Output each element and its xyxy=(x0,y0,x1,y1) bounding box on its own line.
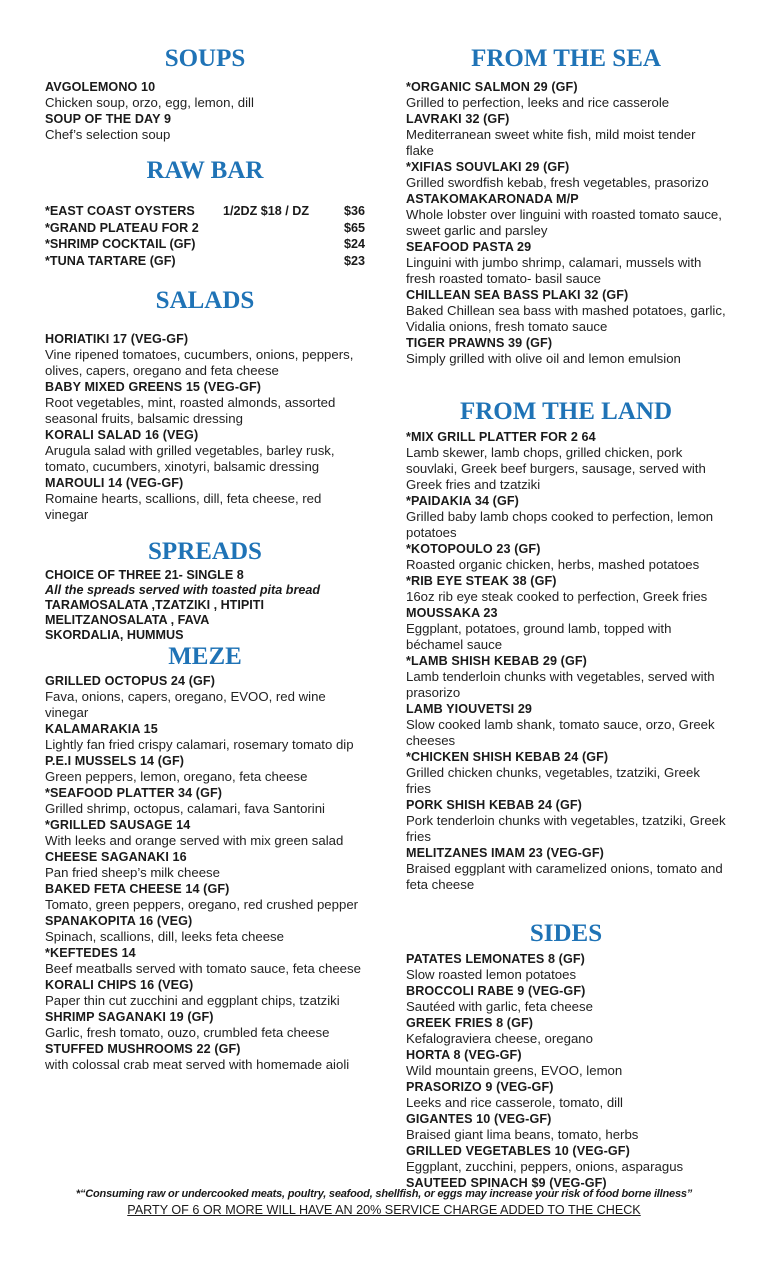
raw-bar-row xyxy=(45,203,365,220)
menu-item xyxy=(45,79,365,111)
raw-item-name: *EAST COAST OYSTERS xyxy=(45,204,195,218)
menu-item-name: LAMB YIOUVETSI 29 xyxy=(406,702,533,716)
raw-item-note: 1/2DZ $18 / DZ xyxy=(223,204,310,218)
menu-item-description: Vine ripened tomatoes, cucumbers, onions, peppers, olives, capers, oregano and feta cheese xyxy=(45,347,354,378)
from-the-land-section xyxy=(406,398,726,893)
menu-item-name: MELITZANES IMAM 23 (VEG-GF) xyxy=(406,846,604,860)
menu-item xyxy=(406,159,726,191)
menu-item-name: GRILLED OCTOPUS 24 (GF) xyxy=(45,674,215,688)
menu-item-name: AVGOLEMONO 10 xyxy=(45,80,156,94)
menu-item xyxy=(406,239,726,287)
menu-item xyxy=(45,331,365,379)
menu-item-name: SOUP OF THE DAY 9 xyxy=(45,112,172,126)
menu-item-name: *RIB EYE STEAK 38 (GF) xyxy=(406,574,557,588)
menu-item xyxy=(406,287,726,335)
menu-item-name: BABY MIXED GREENS 15 (VEG-GF) xyxy=(45,380,262,394)
menu-item-name: HORIATIKI 17 (VEG-GF) xyxy=(45,332,189,346)
section-title: RAW BAR xyxy=(146,157,264,184)
raw-bar-table xyxy=(45,203,365,269)
menu-item xyxy=(45,1009,365,1041)
menu-item-name: ASTAKOMAKARONADA M/P xyxy=(406,192,579,206)
spreads-note: All the spreads served with toasted pita bread xyxy=(45,583,321,597)
menu-item-description: Beef meatballs served with tomato sauce, feta cheese xyxy=(45,961,361,976)
menu-item-description: Grilled baby lamb chops cooked to perfection, lemon potatoes xyxy=(406,509,714,540)
menu-item-name: BROCCOLI RABE 9 (VEG-GF) xyxy=(406,984,586,998)
raw-item-name: *GRAND PLATEAU FOR 2 xyxy=(45,220,199,235)
menu-item xyxy=(45,111,365,143)
menu-item-name: SPANAKOPITA 16 (VEG) xyxy=(45,914,193,928)
raw-item-price: $23 xyxy=(343,253,365,268)
menu-item-description: Grilled to perfection, leeks and rice casserole xyxy=(406,95,670,110)
menu-item-name: GRILLED VEGETABLES 10 (VEG-GF) xyxy=(406,1144,630,1158)
menu-item xyxy=(406,845,726,893)
menu-item-description: Kefalograviera cheese, oregano xyxy=(406,1031,593,1046)
menu-item-name: *GRILLED SAUSAGE 14 xyxy=(45,818,191,832)
section-title: SPREADS xyxy=(148,538,262,565)
menu-item xyxy=(45,475,365,523)
service-charge-notice: PARTY OF 6 OR MORE WILL HAVE AN 20% SERVICE CHARGE ADDED TO THE CHECK xyxy=(127,1203,641,1217)
menu-item-description: Mediterranean sweet white fish, mild moist tender flake xyxy=(406,127,696,158)
menu-item-description: Grilled shrimp, octopus, calamari, fava Santorini xyxy=(45,801,325,816)
menu-item xyxy=(406,1015,726,1047)
menu-item-description: Grilled swordfish kebab, fresh vegetables, prasorizo xyxy=(406,175,709,190)
menu-item xyxy=(406,749,726,797)
menu-item-name: *PAIDAKIA 34 (GF) xyxy=(406,494,519,508)
raw-bar-row xyxy=(45,236,365,253)
menu-item xyxy=(406,111,726,159)
menu-item-description: Braised giant lima beans, tomato, herbs xyxy=(406,1127,639,1142)
raw-item-name: *TUNA TARTARE (GF) xyxy=(45,253,176,268)
meze-section xyxy=(45,643,365,1073)
item-list xyxy=(45,673,365,1073)
menu-item-name: *MIX GRILL PLATTER FOR 2 64 xyxy=(406,430,596,444)
menu-item-name: STUFFED MUSHROOMS 22 (GF) xyxy=(45,1042,241,1056)
menu-item-description: With leeks and orange served with mix green salad xyxy=(45,833,344,848)
menu-item-description: Spinach, scallions, dill, leeks feta cheese xyxy=(45,929,284,944)
menu-item-description: Romaine hearts, scallions, dill, feta cheese, red vinegar xyxy=(45,491,322,522)
menu-item-name: SHRIMP SAGANAKI 19 (GF) xyxy=(45,1010,214,1024)
menu-item-description: Slow cooked lamb shank, tomato sauce, orzo, Greek cheeses xyxy=(406,717,715,748)
menu-item-name: MOUSSAKA 23 xyxy=(406,606,498,620)
food-safety-warning: *“Consuming raw or undercooked meats, poultry, seafood, shellfish, or eggs may increase your risk of food borne illness” xyxy=(75,1188,693,1200)
menu-item-description: Leeks and rice casserole, tomato, dill xyxy=(406,1095,623,1110)
sides-section xyxy=(406,920,726,1191)
menu-item xyxy=(45,1041,365,1073)
menu-item-description: Lamb tenderloin chunks with vegetables, served with prasorizo xyxy=(406,669,715,700)
section-title: SOUPS xyxy=(164,45,246,72)
raw-bar-row xyxy=(45,220,365,237)
menu-item-name: HORTA 8 (VEG-GF) xyxy=(406,1048,522,1062)
section-title: SIDES xyxy=(529,920,603,947)
menu-item-name: KORALI SALAD 16 (VEG) xyxy=(45,428,199,442)
menu-item xyxy=(406,493,726,541)
item-list xyxy=(45,79,365,143)
menu-item xyxy=(406,983,726,1015)
menu-item-description: Lamb skewer, lamb chops, grilled chicken, pork souvlaki, Greek beef burgers, sausage, served with Greek fries and tzatziki xyxy=(406,445,706,492)
spreads-price: CHOICE OF THREE 21- SINGLE 8 xyxy=(45,568,244,582)
menu-item xyxy=(45,721,365,753)
menu-item-description: Eggplant, zucchini, peppers, onions, asparagus xyxy=(406,1159,684,1174)
raw-bar-row xyxy=(45,253,365,270)
menu-item-description: Lightly fan fried crispy calamari, rosemary tomato dip xyxy=(45,737,354,752)
menu-item xyxy=(45,753,365,785)
menu-item-name: PORK SHISH KEBAB 24 (GF) xyxy=(406,798,582,812)
menu-item-name: SAUTEED SPINACH $9 (VEG-GF) xyxy=(406,1176,607,1190)
menu-item-name: P.E.I MUSSELS 14 (GF) xyxy=(45,754,185,768)
menu-item-description: Eggplant, potatoes, ground lamb, topped with béchamel sauce xyxy=(406,621,672,652)
menu-item-name: MAROULI 14 (VEG-GF) xyxy=(45,476,184,490)
raw-item-price: $24 xyxy=(343,237,365,251)
menu-item-description: Simply grilled with olive oil and lemon emulsion xyxy=(406,351,681,366)
raw-item-name: *SHRIMP COCKTAIL (GF) xyxy=(45,237,196,251)
section-title: SALADS xyxy=(155,287,255,314)
menu-item-description: Arugula salad with grilled vegetables, barley rusk, tomato, cucumbers, xinotyri, balsamic dressing xyxy=(45,443,335,474)
menu-item-name: CHILLEAN SEA BASS PLAKI 32 (GF) xyxy=(406,288,629,302)
menu-item xyxy=(45,427,365,475)
spreads-options: MELITZANOSALATA , FAVA xyxy=(45,613,210,627)
spreads-options: TARAMOSALATA ,TZATZIKI , HTIPITI xyxy=(45,598,264,612)
menu-item xyxy=(406,1143,726,1175)
item-list xyxy=(45,331,365,523)
spreads-options: SKORDALIA, HUMMUS xyxy=(45,628,184,642)
menu-item xyxy=(406,573,726,605)
menu-item-description: with colossal crab meat served with homemade aioli xyxy=(45,1057,350,1072)
menu-item-name: *SEAFOOD PLATTER 34 (GF) xyxy=(45,786,223,800)
menu-item xyxy=(45,881,365,913)
menu-item-name: GIGANTES 10 (VEG-GF) xyxy=(406,1112,552,1126)
section-title: MEZE xyxy=(168,643,242,670)
menu-item-description: Whole lobster over linguini with roasted tomato sauce, sweet garlic and parsley xyxy=(406,207,722,238)
menu-item xyxy=(406,1111,726,1143)
item-list xyxy=(406,429,726,893)
item-list xyxy=(406,79,726,367)
menu-item-name: *KOTOPOULO 23 (GF) xyxy=(406,542,541,556)
menu-item-name: KORALI CHIPS 16 (VEG) xyxy=(45,978,194,992)
menu-item xyxy=(406,335,726,367)
menu-item xyxy=(45,379,365,427)
menu-item-name: TIGER PRAWNS 39 (GF) xyxy=(406,336,553,350)
section-title: FROM THE SEA xyxy=(471,45,661,72)
menu-item-name: *KEFTEDES 14 xyxy=(45,946,136,960)
menu-item-name: PRASORIZO 9 (VEG-GF) xyxy=(406,1080,554,1094)
menu-item-description: Pork tenderloin chunks with vegetables, tzatziki, Greek fries xyxy=(406,813,726,844)
menu-item xyxy=(406,191,726,239)
from-the-sea-section xyxy=(406,45,726,367)
menu-item-name: LAVRAKI 32 (GF) xyxy=(406,112,510,126)
menu-item xyxy=(45,673,365,721)
menu-item xyxy=(45,945,365,977)
menu-item-description: Sautéed with garlic, feta cheese xyxy=(406,999,593,1014)
menu-item xyxy=(45,849,365,881)
raw-item-note xyxy=(223,253,330,270)
menu-item xyxy=(406,951,726,983)
menu-item-name: KALAMARAKIA 15 xyxy=(45,722,158,736)
menu-item xyxy=(406,605,726,653)
menu-item-description: Slow roasted lemon potatoes xyxy=(406,967,577,982)
soups-section xyxy=(45,45,365,143)
item-list xyxy=(406,951,726,1191)
menu-item xyxy=(406,797,726,845)
menu-item xyxy=(45,785,365,817)
menu-item-name: *ORGANIC SALMON 29 (GF) xyxy=(406,80,578,94)
menu-item-description: Root vegetables, mint, roasted almonds, assorted seasonal fruits, balsamic dressing xyxy=(45,395,336,426)
menu-item-name: SEAFOOD PASTA 29 xyxy=(406,240,532,254)
menu-item xyxy=(406,701,726,749)
menu-item-description: Wild mountain greens, EVOO, lemon xyxy=(406,1063,623,1078)
menu-item-description: Green peppers, lemon, oregano, feta cheese xyxy=(45,769,308,784)
spreads-section xyxy=(45,538,365,643)
menu-item-name: CHEESE SAGANAKI 16 xyxy=(45,850,187,864)
section-title: FROM THE LAND xyxy=(459,398,673,425)
menu-item-description: Baked Chillean sea bass with mashed potatoes, garlic, Vidalia onions, fresh tomato sauce xyxy=(406,303,726,334)
menu-item-description: 16oz rib eye steak cooked to perfection, Greek fries xyxy=(406,589,708,604)
menu-item-name: *XIFIAS SOUVLAKI 29 (GF) xyxy=(406,160,570,174)
menu-item-name: GREEK FRIES 8 (GF) xyxy=(406,1016,534,1030)
menu-item-name: *CHICKEN SHISH KEBAB 24 (GF) xyxy=(406,750,609,764)
menu-item-description: Roasted organic chicken, herbs, mashed potatoes xyxy=(406,557,700,572)
menu-item xyxy=(45,817,365,849)
raw-item-note xyxy=(223,220,330,237)
menu-item-description: Paper thin cut zucchini and eggplant chips, tzatziki xyxy=(45,993,340,1008)
menu-item-description: Fava, onions, capers, oregano, EVOO, red wine vinegar xyxy=(45,689,326,720)
salads-section xyxy=(45,287,365,523)
menu-item xyxy=(406,79,726,111)
spreads-list xyxy=(45,568,365,643)
menu-item-name: BAKED FETA CHEESE 14 (GF) xyxy=(45,882,230,896)
menu-item xyxy=(406,1047,726,1079)
menu-item xyxy=(406,541,726,573)
menu-item-description: Braised eggplant with caramelized onions, tomato and feta cheese xyxy=(406,861,723,892)
menu-item xyxy=(45,913,365,945)
raw-item-price: $65 xyxy=(343,220,365,235)
menu-item xyxy=(45,977,365,1009)
menu-item-description: Grilled chicken chunks, vegetables, tzatziki, Greek fries xyxy=(406,765,700,796)
menu-item xyxy=(406,1079,726,1111)
menu-item-name: *LAMB SHISH KEBAB 29 (GF) xyxy=(406,654,587,668)
menu-item-description: Pan fried sheep’s milk cheese xyxy=(45,865,220,880)
raw-item-note xyxy=(223,236,330,253)
menu-item-description: Chef’s selection soup xyxy=(45,127,171,142)
menu-item-description: Garlic, fresh tomato, ouzo, crumbled feta cheese xyxy=(45,1025,330,1040)
menu-item-description: Linguini with jumbo shrimp, calamari, mussels with fresh roasted tomato- basil sauce xyxy=(406,255,702,286)
raw-item-price: $36 xyxy=(343,204,365,218)
raw-bar-section xyxy=(45,157,365,269)
menu-item-description: Tomato, green peppers, oregano, red crushed pepper xyxy=(45,897,359,912)
menu-item-description: Chicken soup, orzo, egg, lemon, dill xyxy=(45,95,254,110)
menu-item xyxy=(406,653,726,701)
menu-item-name: PATATES LEMONATES 8 (GF) xyxy=(406,952,585,966)
menu-item xyxy=(406,429,726,493)
